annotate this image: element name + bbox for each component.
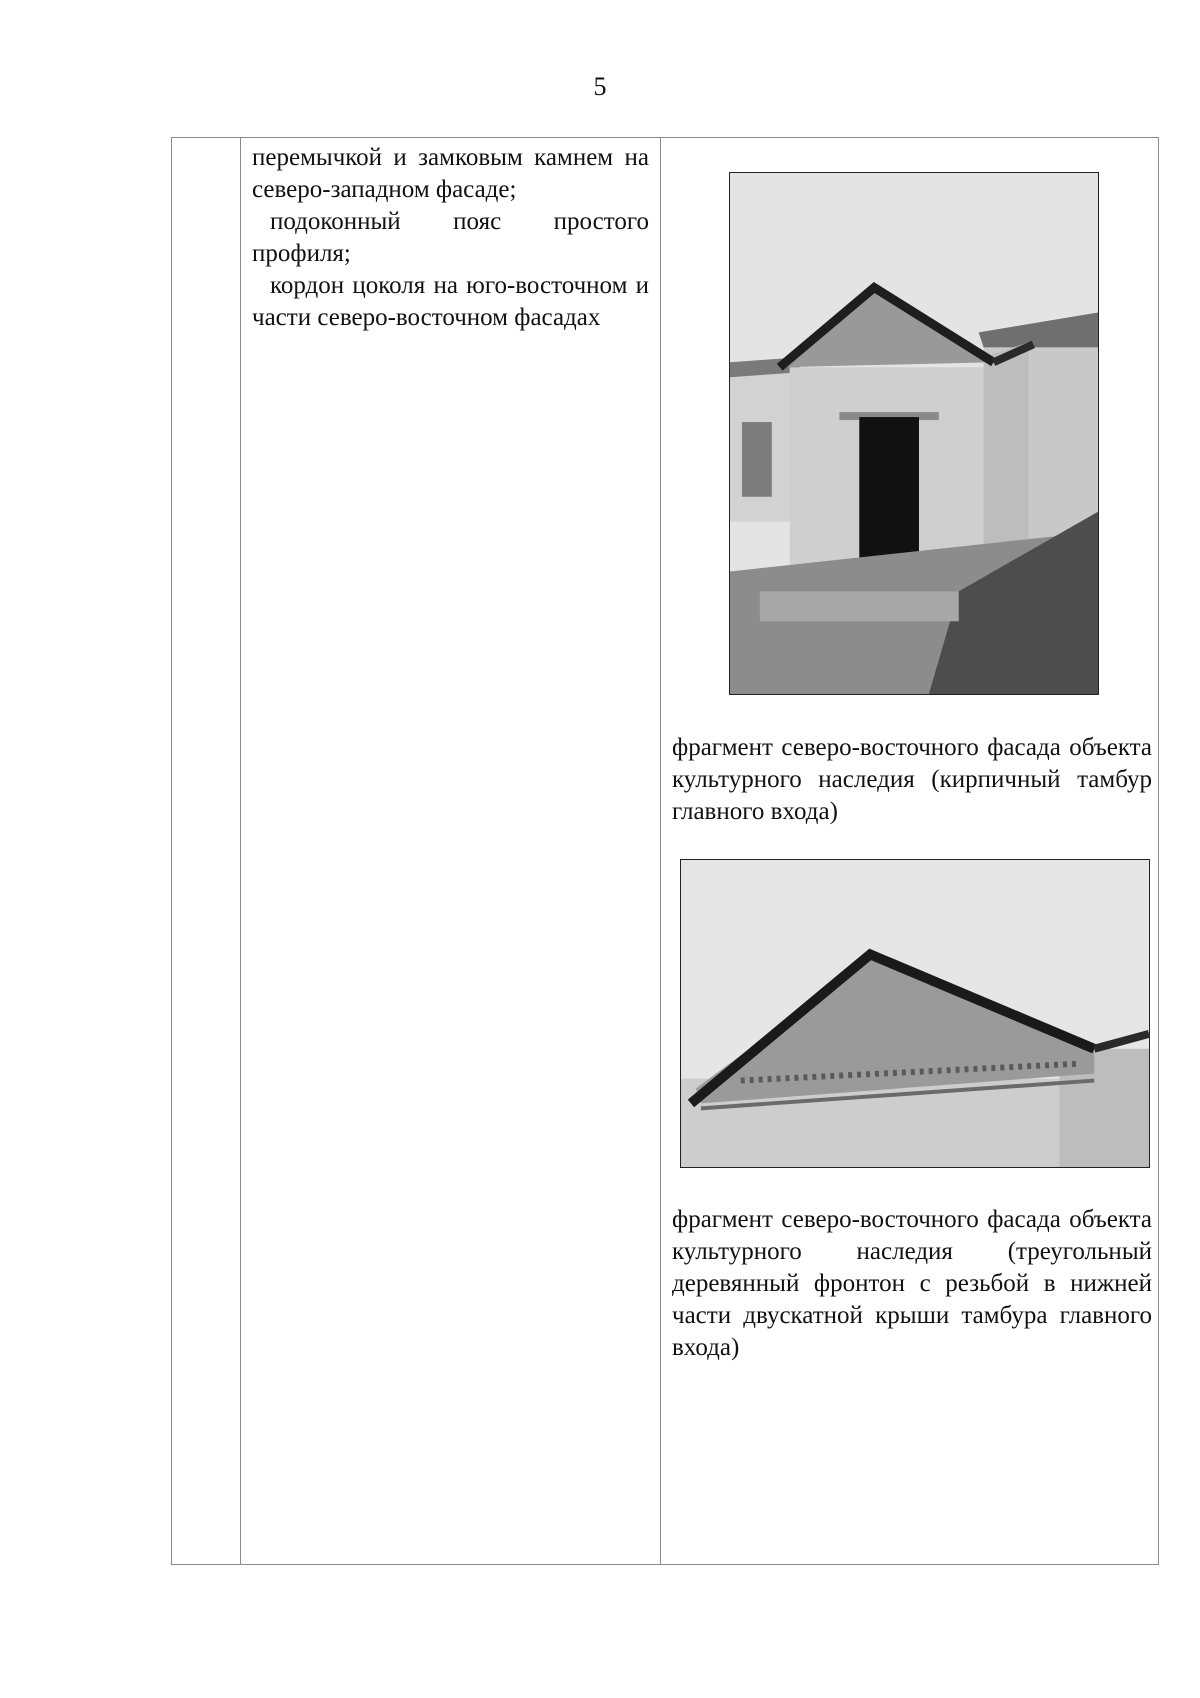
description-paragraph: перемычкой и замковым камнем на северо-западном фасаде; xyxy=(252,144,649,203)
column-divider-2 xyxy=(660,138,661,1564)
photo-caption: фрагмент северо-восточного фасада объекта культурного наследия (треугольный деревянный фронтон с резьбой в нижней части двускатной крыши тамбура главного входа) xyxy=(672,1206,1152,1361)
photo-caption: фрагмент северо-восточного фасада объекта культурного наследия (кирпичный тамбур главного входа) xyxy=(672,734,1152,825)
document-table xyxy=(171,137,1159,1565)
description-paragraph: подоконный пояс простого профиля; xyxy=(252,208,649,267)
description-paragraph: кордон цоколя на юго-восточном и части северо-восточном фасадах xyxy=(252,272,649,331)
photo-entrance-vestibule xyxy=(729,172,1099,695)
description-text xyxy=(252,142,649,334)
photo-pediment xyxy=(680,859,1150,1168)
page-number: 5 xyxy=(593,72,607,101)
column-divider-1 xyxy=(240,138,241,1564)
